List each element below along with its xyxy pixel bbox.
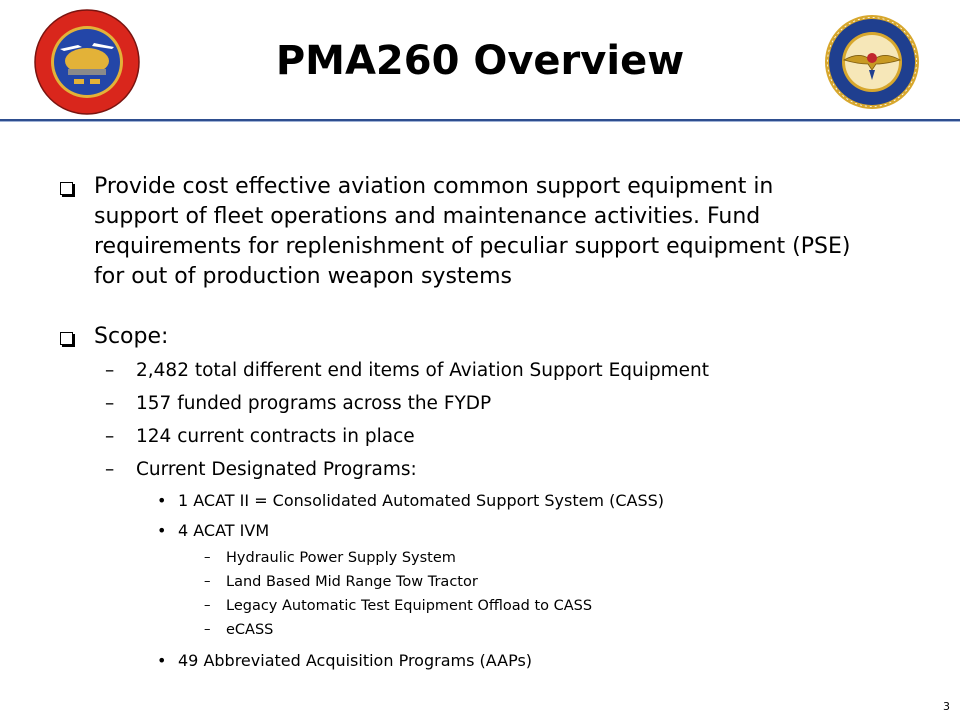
- scope-label: Scope:: [94, 324, 169, 349]
- slide-title: PMA260 Overview: [275, 38, 685, 84]
- bullet-scope: [58, 322, 928, 352]
- scope-item: [58, 420, 928, 453]
- checkbox-bullet-icon: [60, 182, 73, 195]
- checkbox-bullet-icon: [60, 332, 73, 345]
- mission-line-3: requirements for replenishment of peculiar support equipment (PSE): [94, 234, 851, 259]
- acat4-subitem: [58, 546, 928, 570]
- mission-line-4: for out of production weapon systems: [94, 264, 512, 289]
- scope-item-text: 2,482 total different end items of Aviation Support Equipment: [136, 360, 709, 381]
- dot-bullet: •: [157, 491, 167, 510]
- dash-bullet: –: [105, 426, 115, 447]
- program-item: [58, 516, 928, 546]
- mission-line-2: support of fleet operations and maintenance activities. Fund: [94, 204, 761, 229]
- scope-item: [58, 387, 928, 420]
- dash-bullet: –: [105, 360, 115, 381]
- acat4-subitem-text: Legacy Automatic Test Equipment Offload to CASS: [226, 598, 593, 614]
- acat4-subitem: [58, 570, 928, 594]
- scope-item: [58, 453, 928, 486]
- dash-bullet: –: [204, 574, 211, 589]
- acat4-subitem-text: eCASS: [226, 622, 274, 638]
- dash-bullet: –: [204, 550, 211, 565]
- title-divider-highlight: [0, 121, 960, 122]
- dot-bullet: •: [157, 651, 167, 670]
- dash-bullet: –: [105, 393, 115, 414]
- acat4-subitem: [58, 618, 928, 642]
- program-acat2: 1 ACAT II = Consolidated Automated Support System (CASS): [178, 491, 665, 510]
- acat4-subitem-text: Land Based Mid Range Tow Tractor: [226, 574, 478, 590]
- scope-item-text: 124 current contracts in place: [136, 426, 415, 447]
- bullet-mission: [58, 172, 928, 292]
- dash-bullet: –: [105, 459, 115, 480]
- program-item: [58, 486, 928, 516]
- dash-bullet: –: [204, 622, 211, 637]
- program-item: [58, 646, 928, 676]
- scope-item-text: 157 funded programs across the FYDP: [136, 393, 492, 414]
- slide-content: [58, 172, 928, 676]
- program-aap: 49 Abbreviated Acquisition Programs (AAPs): [178, 651, 533, 670]
- program-acat4: 4 ACAT IVM: [178, 521, 270, 540]
- dash-bullet: –: [204, 598, 211, 613]
- mission-line-1: Provide cost effective aviation common support equipment in: [94, 174, 774, 199]
- scope-item: [58, 354, 928, 387]
- dot-bullet: •: [157, 521, 167, 540]
- acat4-subitem: [58, 594, 928, 618]
- acat4-subitem-text: Hydraulic Power Supply System: [226, 550, 456, 566]
- scope-item-text: Current Designated Programs:: [136, 459, 417, 480]
- page-number: 3: [943, 700, 950, 713]
